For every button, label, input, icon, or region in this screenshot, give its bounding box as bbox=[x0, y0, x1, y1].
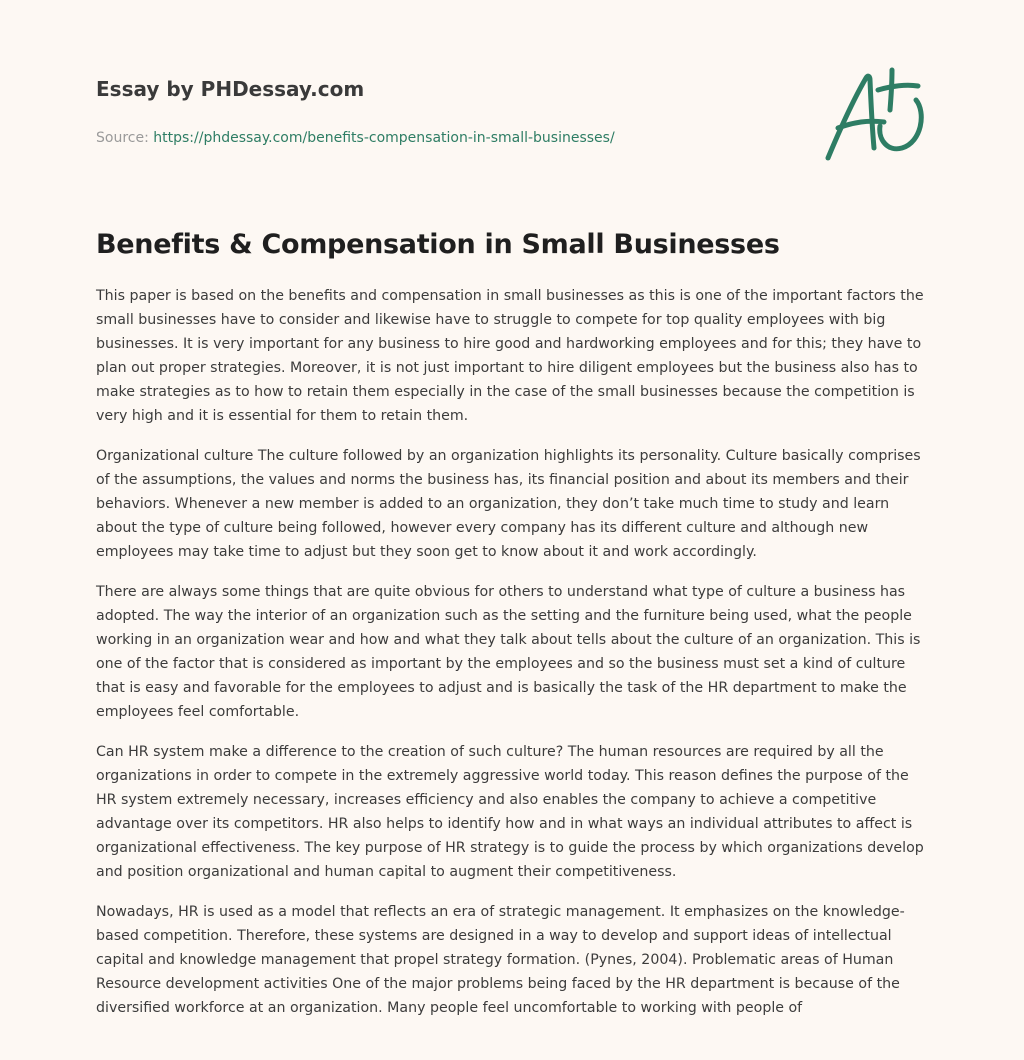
a-plus-grade-icon bbox=[818, 64, 930, 168]
essay-body bbox=[96, 284, 930, 1036]
essay-paragraph: Organizational culture The culture followed by an organization highlights its personality. Culture basically comprises of the assumptions, the values and norms the business has, its financial position and about its members and their behaviors. Whenever a new member is added to an organization, they don’t take much time to study and learn about the type of culture being followed, however every company has its different culture and although new employees may take time to adjust but they soon get to know about it and work accordingly. bbox=[96, 448, 921, 560]
essay-header bbox=[96, 74, 796, 148]
source-line bbox=[96, 128, 796, 148]
essay-paragraph: There are always some things that are quite obvious for others to understand what type of culture a business has adopted. The way the interior of an organization such as the setting and the furniture being used, what the people working in an organization wear and how and what they talk about tells about the culture of an organization. This is one of the factor that is considered as important by the employees and so the business must set a kind of culture that is easy and favorable for the employees to adjust and is basically the task of the HR department to make the employees feel comfortable. bbox=[96, 584, 921, 720]
essay-paragraph: Nowadays, HR is used as a model that reflects an era of strategic management. It emphasizes on the knowledge-based competition. Therefore, these systems are designed in a way to develop and support ideas of intellectual capital and knowledge management that propel strategy formation. (Pynes, 2004). Problematic areas of Human Resource development activities One of the major problems being faced by the HR department is because of the diversified workforce at an organization. Many people feel uncomfortable to working with people of bbox=[96, 904, 905, 1016]
source-link[interactable]: https://phdessay.com/benefits-compensation-in-small-businesses/ bbox=[153, 130, 615, 146]
essay-title: Benefits & Compensation in Small Businesses bbox=[96, 229, 780, 260]
essay-paragraph: Can HR system make a difference to the creation of such culture? The human resources are required by all the organizations in order to compete in the extremely aggressive world today. This reason defines the purpose of the HR system extremely necessary, increases efficiency and also enables the company to achieve a competitive advantage over its competitors. HR also helps to identify how and in what ways an individual attributes to affect is organizational effectiveness. The key purpose of HR strategy is to guide the process by which organizations develop and position organizational and human capital to augment their competitiveness. bbox=[96, 744, 924, 880]
essay-paragraph: This paper is based on the benefits and compensation in small businesses as this is one of the important factors the small businesses have to consider and likewise have to struggle to compete for top quality employees with big businesses. It is very important for any business to hire good and hardworking employees and for this; they have to plan out proper strategies. Moreover, it is not just important to hire diligent employees but the business also has to make strategies as to how to retain them especially in the case of the small businesses because the competition is very high and it is essential for them to retain them. bbox=[96, 288, 924, 424]
source-label: Source: bbox=[96, 130, 149, 146]
site-brand: Essay by PHDessay.com bbox=[96, 77, 365, 101]
